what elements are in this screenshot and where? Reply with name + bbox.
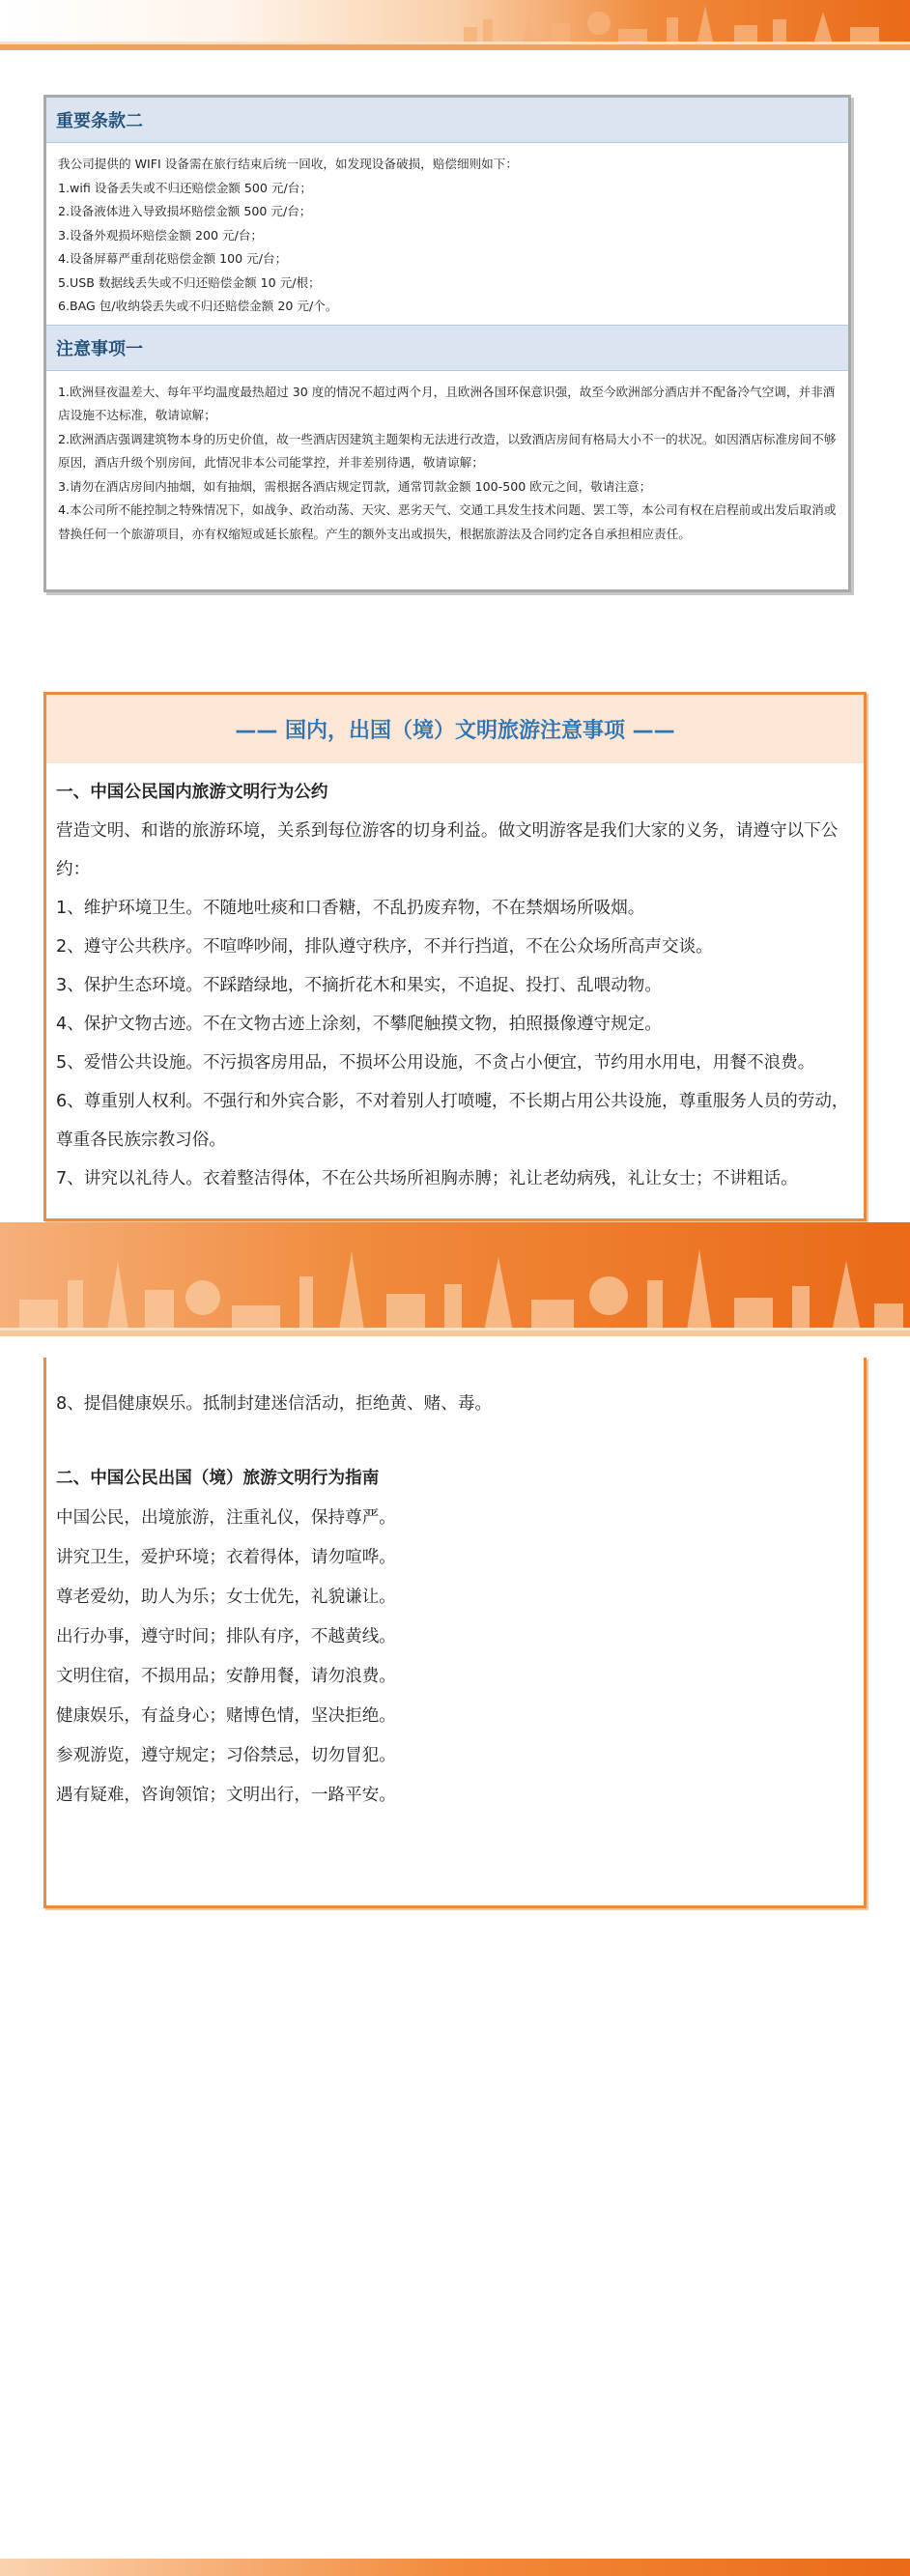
guide-line: 出行办事，遵守时间；排队有序，不越黄线。 [56,1627,396,1646]
section-title: 一、中国公民国内旅游文明行为公约 [56,783,328,802]
intro-text: 营造文明、和谐的旅游环境，关系到每位游客的切身利益。做文明游客是我们大家的义务，请遵守以下公约： [56,821,839,879]
notice-body [46,371,848,553]
list-item: 5、爱惜公共设施。不污损客房用品，不损坏公用设施，不贪占小便宜，节约用水用电，用餐不浪费。 [56,1053,815,1073]
notice-line: 3.请勿在酒店房间内抽烟，如有抽烟，需根据各酒店规定罚款，通常罚款金额 100-500 欧元之间，敬请注意； [58,478,652,494]
list-item: 6、尊重别人权利。不强行和外宾合影，不对着别人打喷嚏，不长期占用公共设施，尊重服务人员的劳动，尊重各民族宗教习俗。 [56,1092,849,1150]
civility-box-continued [43,1358,867,1908]
section-title: 二、中国公民出国（境）旅游文明行为指南 [56,1469,380,1488]
list-item: 2、遵守公共秩序。不喧哗吵闹，排队遵守秩序，不并行挡道，不在公众场所高声交谈。 [56,937,713,957]
top-banner [0,0,910,50]
list-item: 1、维护环境卫生。不随地吐痰和口香糖，不乱扔废弃物，不在禁烟场所吸烟。 [56,899,645,918]
footer-bar [0,2559,910,2576]
guide-line: 参观游览，遵守规定；习俗禁忌，切勿冒犯。 [56,1746,396,1765]
terms-line: 我公司提供的 WIFI 设备需在旅行结束后统一回收，如发现设备破损，赔偿细则如下： [58,157,518,171]
list-item: 7、讲究以礼待人。衣着整洁得体，不在公共场所袒胸赤膊；礼让老幼病残，礼让女士；不讲粗话。 [56,1169,798,1188]
list-item: 4、保护文物古迹。不在文物古迹上涂刻，不攀爬触摸文物，拍照摄像遵守规定。 [56,1015,662,1034]
notice-line: 4.本公司所不能控制之特殊情况下，如战争、政治动荡、天灾、恶劣天气、交通工具发生技术问题、罢工等，本公司有权在启程前或出发后取消或替换任何一个旅游项目，亦有权缩短或延长旅程。产生的额外支出或损失，根据旅游法及合同约定各自承担相应责任。 [58,502,837,541]
civility-title: —— 国内，出国（境）文明旅游注意事项 —— [46,695,864,763]
terms-line: 2.设备液体进入导致损坏赔偿金额 500 元/台； [58,204,312,218]
terms-line: 6.BAG 包/收纳袋丢失或不归还赔偿金额 20 元/个。 [58,299,338,313]
notice-line: 1.欧洲昼夜温差大、每年平均温度最热超过 30 度的情况不超过两个月，且欧洲各国环保意识强，故至今欧洲部分酒店并不配备冷气空调，并非酒店设施不达标准，敬请谅解； [58,384,836,422]
terms-line: 4.设备屏幕严重刮花赔偿金额 100 元/台； [58,251,288,266]
terms-line: 3.设备外观损坏赔偿金额 200 元/台； [58,227,264,243]
notice-header: 注意事项一 [46,325,848,371]
terms-line: 1.wifi 设备丢失或不归还赔偿金额 500 元/台； [58,180,312,195]
guide-line: 尊老爱幼，助人为乐；女士优先，礼貌谦让。 [56,1588,396,1607]
guide-line: 遇有疑难，咨询领馆；文明出行，一路平安。 [56,1786,396,1805]
list-item: 8、提倡健康娱乐。抵制封建迷信活动，拒绝黄、赌、毒。 [56,1394,493,1414]
terms-box [43,95,851,592]
terms-header: 重要条款二 [46,98,848,143]
city-skyline-icon [0,1222,910,1336]
middle-banner [0,1222,910,1336]
guide-line: 文明住宿，不损用品；安静用餐，请勿浪费。 [56,1667,396,1686]
civility-body [46,763,864,1198]
guide-line: 中国公民，出境旅游，注重礼仪，保持尊严。 [56,1508,396,1528]
civility-box [43,692,867,1221]
terms-line: 5.USB 数据线丢失或不归还赔偿金额 10 元/根； [58,274,321,290]
guide-line: 健康娱乐，有益身心；赌博色情，坚决拒绝。 [56,1706,396,1726]
list-item: 3、保护生态环境。不踩踏绿地，不摘折花木和果实，不追捉、投打、乱喂动物。 [56,976,662,995]
guide-line: 讲究卫生，爱护环境；衣着得体，请勿喧哗。 [56,1548,396,1567]
terms-body [46,143,848,325]
civility-body-continued [46,1358,864,1816]
notice-line: 2.欧洲酒店强调建筑物本身的历史价值，故一些酒店因建筑主题架构无法进行改造，以致酒店房间有格局大小不一的状况。如因酒店标准房间不够原因，酒店升级个别房间，此情况非本公司能掌控，并非差别待遇，敬请谅解； [58,431,837,470]
